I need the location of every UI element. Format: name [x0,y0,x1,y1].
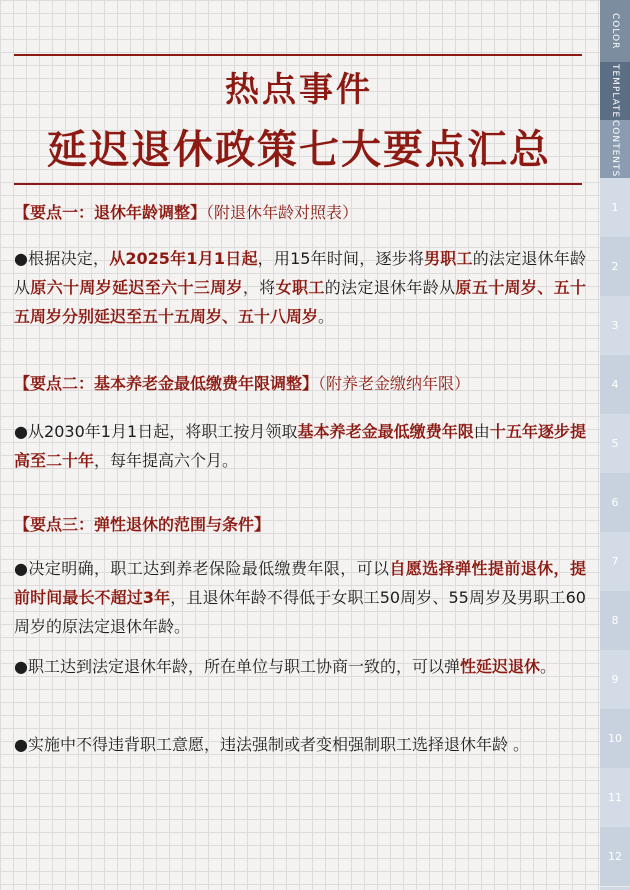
tab-contents[interactable] [600,120,630,179]
tab-label: CONTENTS [610,120,620,178]
highlight-text: 原六十周岁延迟至六十三周岁 [30,278,243,297]
body-text: 根据决定， [28,249,110,268]
paragraph-2-1 [14,417,586,475]
tab-color[interactable] [600,0,630,63]
bullet-icon: ● [14,422,28,441]
tab-page-4[interactable] [600,355,630,415]
highlight-text: 自愿选择弹性提前退休，提前时间最长不超过3年 [14,559,586,607]
highlight-text: 男职工 [424,249,473,268]
tab-number: 7 [611,555,619,568]
tab-number: 4 [611,378,619,391]
paragraph-3-1 [14,554,586,641]
section-heading-1 [14,200,358,223]
tab-page-6[interactable] [600,473,630,533]
bullet-icon: ● [14,657,28,676]
body-text: 实施中不得违背职工意愿，违法强制或者变相强制职工选择退休年龄 。 [27,735,530,754]
tab-number: 12 [608,850,622,863]
tab-number: 9 [611,673,619,686]
tab-number: 11 [608,791,622,804]
body-text: ，将 [242,278,276,297]
tab-page-8[interactable] [600,591,630,651]
tab-label: COLOR [610,12,620,50]
body-text: ，用15年时间，逐步将 [257,249,425,268]
highlight-text: 从2025年1月1日起 [109,249,258,268]
section-heading-3 [14,512,270,535]
bullet-icon: ● [14,735,28,754]
section-heading-text: 【要点二：基本养老金最低缴费年限调整】 [14,374,319,393]
section-heading-note: （附养老金缴纳年限） [318,374,471,393]
tab-page-5[interactable] [600,414,630,474]
paragraph-1-1 [14,244,586,331]
body-text: ，每年提高六个月。 [94,451,239,470]
body-text: 。 [318,307,335,326]
tab-number: 8 [611,614,619,627]
highlight-text: 基本养老金最低缴费年限 [297,422,474,441]
section-heading-2 [14,371,470,394]
body-text: 从2030年1月1日起，将职工按月领取 [28,422,298,441]
body-text: ，且退休年龄不得低于女职工50周岁、55周岁及男职工60周岁的原法定退休年龄。 [14,588,586,636]
highlight-text: 女职工 [275,278,325,297]
body-text: 的法定退休年龄从 [324,278,456,297]
top-divider [14,54,582,56]
body-text: 由 [473,422,490,441]
tab-page-1[interactable] [600,178,630,238]
tab-number: 10 [608,732,622,745]
side-tab-bar [600,0,630,890]
page-title: 热点事件 [225,70,373,110]
highlight-text: 性延迟退休 [459,657,540,676]
bullet-icon: ● [14,559,29,578]
tab-number: 3 [611,319,619,332]
title-divider [14,183,582,185]
tab-page-10[interactable] [600,709,630,769]
body-text: 的法定退休年龄从 [14,249,586,297]
body-text: 。 [540,657,557,676]
tab-number: 5 [611,437,619,450]
paragraph-3-3 [14,730,586,759]
tab-page-11[interactable] [600,768,630,828]
tab-page-9[interactable] [600,650,630,710]
section-heading-note: （附退休年龄对照表） [206,203,359,222]
section-heading-text: 【要点一：退休年龄调整】 [14,203,207,222]
body-text: 决定明确，职工达到养老保险最低缴费年限，可以 [28,559,390,578]
tab-page-3[interactable] [600,296,630,356]
highlight-text: 原五十周岁、五十五周岁分别延迟至五十五周岁、五十八周岁 [14,278,586,326]
tab-template[interactable] [600,62,630,121]
tab-label: TEMPLATE [610,63,620,119]
paragraph-3-2 [14,652,586,681]
tab-number: 2 [611,260,619,273]
highlight-text: 十五年逐步提高至二十年 [14,422,586,470]
page-subtitle: 延迟退休政策七大要点汇总 [47,126,551,173]
section-heading-text: 【要点三：弹性退休的范围与条件】 [14,515,271,534]
tab-page-2[interactable] [600,237,630,297]
tab-page-12[interactable] [600,827,630,887]
body-text: 职工达到法定退休年龄，所在单位与职工协商一致的，可以弹 [27,657,460,676]
bullet-icon: ● [14,249,29,268]
tab-page-7[interactable] [600,532,630,592]
tab-number: 1 [611,201,619,214]
tab-number: 6 [611,496,619,509]
